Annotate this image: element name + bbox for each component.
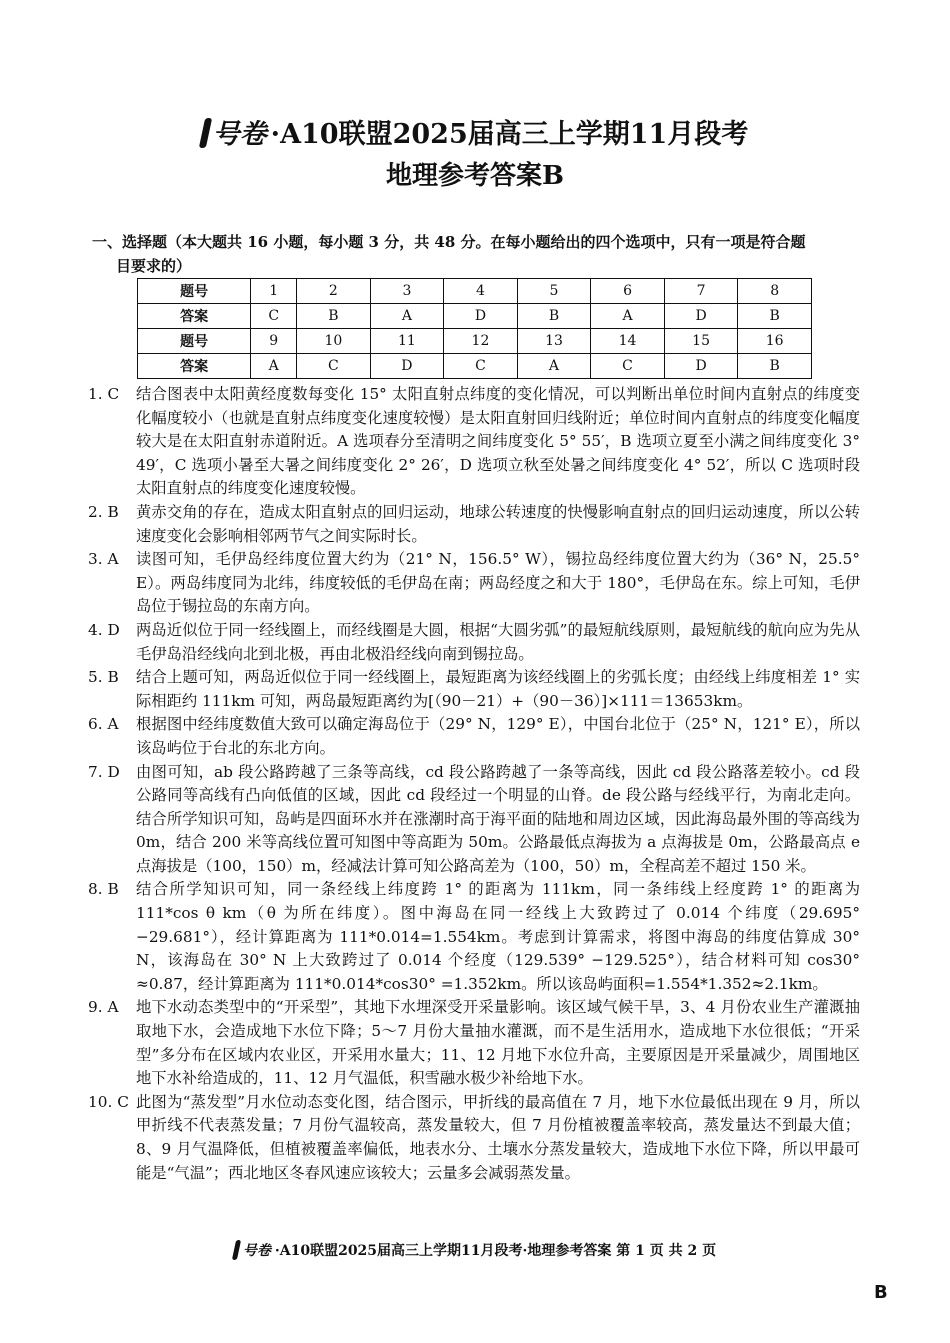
table-cell: 6 bbox=[591, 279, 665, 304]
table-row bbox=[138, 304, 812, 329]
table-cell: C bbox=[444, 354, 518, 379]
table-cell: B bbox=[517, 304, 591, 329]
table-cell: 8 bbox=[738, 279, 812, 304]
table-cell: 5 bbox=[517, 279, 591, 304]
answer-text: 结合图表中太阳黄经度数每变化 15° 太阳直射点纬度的变化情况，可以判断出单位时间内直射点的纬度变化幅度较小（也就是直射点纬度变化速度较慢）是太阳直射回归线附近；单位时间内直射点的纬度变化幅度较大是在太阳直射赤道附近。A 选项春分至清明之间纬度变化 5° 55′，B 选项立夏至小满之间纬度变化 3° 49′，C 选项小暑至大暑之间纬度变化 2° 26′，D 选项立秋至处暑之间纬度变化 4° 52′，所以 C 选项时段太阳直射点的纬度变化速度较慢。 bbox=[136, 385, 860, 498]
answer-text: 地下水动态类型中的“开采型”，其地下水埋深受开采量影响。该区域气候干旱，3、4 月份农业生产灌溉抽取地下水，会造成地下水位下降；5～7 月份大量抽水灌溉，而不是生活用水，造成地下水位很低；“开采型”多分布在区域内农业区，开采用水量大；11、12 月地下水位升高，主要原因是开采量减少，周围地区地下水补给造成的，11、12 月气温低，积雪融水极少补给地下水。 bbox=[136, 998, 860, 1088]
answer-item bbox=[88, 666, 860, 713]
answer-number: 9. A bbox=[88, 998, 119, 1017]
table-cell: 16 bbox=[738, 329, 812, 354]
answer-text: 结合所学知识可知，同一条经线上纬度跨 1° 的距离为 111km，同一条纬线上经度跨 1° 的距离为 111*cos θ km（θ 为所在纬度）。图中海岛在同一经线上大致跨过了 0.014 个纬度（29.695° −29.681°），经计算距离为 111*0.014=1.554km。考虑到计算需求，将图中海岛的纬度估算成 30° N，该海岛在 30° N 上大致跨过了 0.014 个经度（129.539° −129.525°），结合材料可知 cos30° ≈0.87，经计算距离为 111*0.014*cos30° =1.352km。所以该岛屿面积=1.554*1.352≈2.1km。 bbox=[136, 880, 860, 993]
answer-number: 7. D bbox=[88, 762, 120, 781]
row-header: 题号 bbox=[138, 279, 251, 304]
answer-item bbox=[88, 501, 860, 548]
answer-text: 读图可知，毛伊岛经纬度位置大约为（21° N，156.5° W），锡拉岛经纬度位置大约为（36° N，25.5° E）。两岛纬度同为北纬，纬度较低的毛伊岛在南；两岛经度之和大于 180°，毛伊岛在东。综上可知，毛伊岛位于锡拉岛的东南方向。 bbox=[136, 550, 860, 616]
answer-item bbox=[88, 383, 860, 501]
answer-text: 两岛近似位于同一经线圈上，而经线圈是大圆，根据“大圆劣弧”的最短航线原则，最短航线的航向应为先从毛伊岛沿经线向北到北极，再由北极沿经线向南到锡拉岛。 bbox=[136, 620, 860, 663]
table-cell: 12 bbox=[444, 329, 518, 354]
answer-text: 结合上题可知，两岛近似位于同一经线圈上，最短距离为该经线圈上的劣弧长度；由经线上纬度相差 1° 实际相距约 111km 可知，两岛最短距离约为[（90－21）+（90－36）]×111＝13653km。 bbox=[136, 668, 860, 710]
section-heading bbox=[92, 230, 862, 278]
answer-number: 1. C bbox=[88, 385, 120, 403]
footer-text: ·A10联盟2025届高三上学期11月段考·地理参考答案 第 1 页 共 2 页 bbox=[274, 1243, 717, 1259]
answer-table bbox=[137, 278, 812, 379]
table-cell: B bbox=[738, 304, 812, 329]
answer-number: 2. B bbox=[88, 502, 119, 521]
answer-number: 6. A bbox=[88, 715, 119, 734]
row-header: 答案 bbox=[138, 304, 251, 329]
table-cell: A bbox=[370, 304, 444, 329]
table-cell: A bbox=[591, 304, 665, 329]
answer-number: 8. B bbox=[88, 880, 119, 899]
answer-explanations bbox=[88, 383, 860, 1185]
answer-text: 由图可知，ab 段公路跨越了三条等高线，cd 段公路跨越了一条等高线，因此 cd 段公路落差较小。cd 段公路同等高线有凸向低值的区域，因此 cd 段经过一个明显的山脊。de 段公路与经线平行，为南北走向。结合所学知识可知，岛屿是四面环水并在涨潮时高于海平面的陆地和周边区域，因此海岛最外围的等高线为 0m，结合 200 米等高线位置可知图中等高距为 50m。公路最低点海拔为 a 点海拔是 0m，公路最高点 e 点海拔是（100，150）m，经减法计算可知公路高差为（100，50）m，全程高差不超过 150 米。 bbox=[136, 762, 860, 875]
answer-number: 5. B bbox=[88, 668, 119, 687]
table-row bbox=[138, 279, 812, 304]
table-cell: 2 bbox=[297, 279, 371, 304]
table-cell: D bbox=[664, 304, 738, 329]
version-mark: B bbox=[874, 1282, 888, 1303]
table-cell: 9 bbox=[251, 329, 297, 354]
table-cell: C bbox=[251, 304, 297, 329]
answer-item bbox=[88, 1091, 860, 1185]
page-subtitle: 地理参考答案B bbox=[386, 161, 564, 191]
table-cell: D bbox=[370, 354, 444, 379]
table-cell: C bbox=[591, 354, 665, 379]
section-line: 目要求的） bbox=[116, 257, 192, 275]
table-cell: 3 bbox=[370, 279, 444, 304]
answer-item bbox=[88, 878, 860, 996]
table-cell: B bbox=[297, 304, 371, 329]
row-header: 答案 bbox=[138, 354, 251, 379]
table-cell: 4 bbox=[444, 279, 518, 304]
table-cell: D bbox=[664, 354, 738, 379]
title-text: ·A10联盟2025届高三上学期11月段考 bbox=[270, 119, 749, 150]
page-footer bbox=[0, 1240, 950, 1260]
table-cell: C bbox=[297, 354, 371, 379]
answer-number: 10. C bbox=[88, 1092, 129, 1111]
table-cell: 11 bbox=[370, 329, 444, 354]
answer-text: 黄赤交角的存在，造成太阳直射点的回归运动，地球公转速度的快慢影响直射点的回归运动速度，所以公转速度变化会影响相邻两节气之间实际时长。 bbox=[136, 502, 860, 545]
table-cell: 15 bbox=[664, 329, 738, 354]
footer-logo: 号卷 bbox=[234, 1240, 271, 1260]
answer-item bbox=[88, 996, 860, 1090]
answer-text: 根据图中经纬度数值大致可以确定海岛位于（29° N，129° E），中国台北位于（25° N，121° E），所以该岛屿位于台北的东北方向。 bbox=[136, 715, 860, 757]
table-cell: A bbox=[517, 354, 591, 379]
table-cell: 13 bbox=[517, 329, 591, 354]
table-cell: B bbox=[738, 354, 812, 379]
table-cell: 10 bbox=[297, 329, 371, 354]
answer-text: 此图为“蒸发型”月水位动态变化图，结合图示，甲折线的最高值在 7 月，地下水位最低出现在 9 月，所以甲折线不代表蒸发量；7 月份气温较高，蒸发量较大，但 7 月份植被覆盖率较高，蒸发量达不到最大值；8、9 月气温降低，但植被覆盖率偏低，地表水分、土壤水分蒸发量较大，造成地下水位下降，所以甲最可能是“气温”；西北地区冬春风速应该较大；云量多会减弱蒸发量。 bbox=[136, 1092, 860, 1182]
table-cell: A bbox=[251, 354, 297, 379]
section-line: 一、选择题（本大题共 16 小题，每小题 3 分，共 48 分。在每小题给出的四个选项中，只有一项是符合题 bbox=[92, 233, 806, 251]
row-header: 题号 bbox=[138, 329, 251, 354]
answer-item bbox=[88, 619, 860, 666]
brand-logo: 号卷 bbox=[202, 112, 267, 151]
answer-number: 3. A bbox=[88, 550, 119, 569]
table-cell: 1 bbox=[251, 279, 297, 304]
answer-number: 4. D bbox=[88, 620, 120, 639]
answer-item bbox=[88, 548, 860, 619]
table-row bbox=[138, 354, 812, 379]
page-title bbox=[0, 112, 950, 151]
table-row bbox=[138, 329, 812, 354]
answer-item bbox=[88, 713, 860, 760]
table-cell: D bbox=[444, 304, 518, 329]
table-cell: 7 bbox=[664, 279, 738, 304]
answer-item bbox=[88, 761, 860, 879]
table-cell: 14 bbox=[591, 329, 665, 354]
